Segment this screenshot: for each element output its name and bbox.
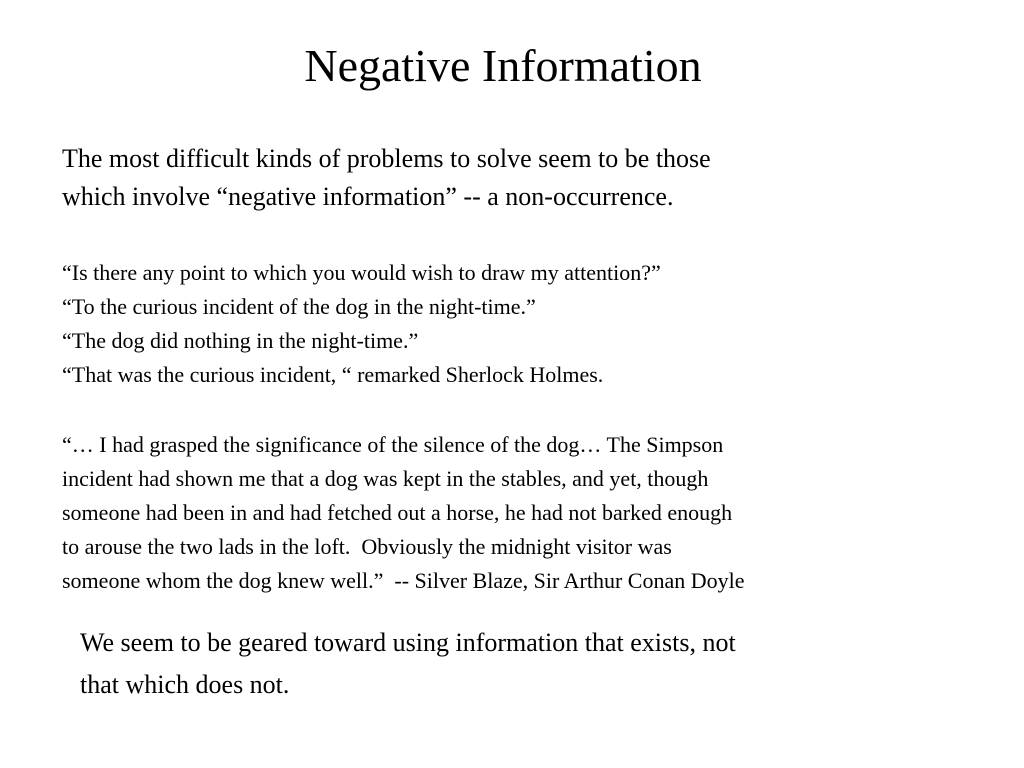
dialogue-block <box>62 256 962 392</box>
slide-title: Negative Information <box>304 40 702 91</box>
intro-line: which involve “negative information” -- a non-occurrence. <box>62 182 674 211</box>
dialogue-line: “To the curious incident of the dog in the night-time.” <box>62 294 536 319</box>
dialogue-line: “That was the curious incident, “ remarked Sherlock Holmes. <box>62 362 604 387</box>
quote-line: someone had been in and had fetched out a horse, he had not barked enough <box>62 500 733 525</box>
dialogue-line: “The dog did nothing in the night-time.” <box>62 328 419 353</box>
conclusion-line: We seem to be geared toward using information that exists, not <box>80 628 736 657</box>
quote-line: someone whom the dog knew well.” -- Silver Blaze, Sir Arthur Conan Doyle <box>62 568 745 593</box>
dialogue-line: “Is there any point to which you would wish to draw my attention?” <box>62 260 661 285</box>
quote-line: to arouse the two lads in the loft. Obviously the midnight visitor was <box>62 534 672 559</box>
quote-block <box>62 428 962 598</box>
intro-paragraph <box>62 140 962 216</box>
quote-line: incident had shown me that a dog was kept in the stables, and yet, though <box>62 466 709 491</box>
conclusion-line: that which does not. <box>80 670 290 699</box>
quote-line: “… I had grasped the significance of the silence of the dog… The Simpson <box>62 432 724 457</box>
intro-line: The most difficult kinds of problems to solve seem to be those <box>62 144 711 173</box>
conclusion-paragraph <box>80 622 980 706</box>
